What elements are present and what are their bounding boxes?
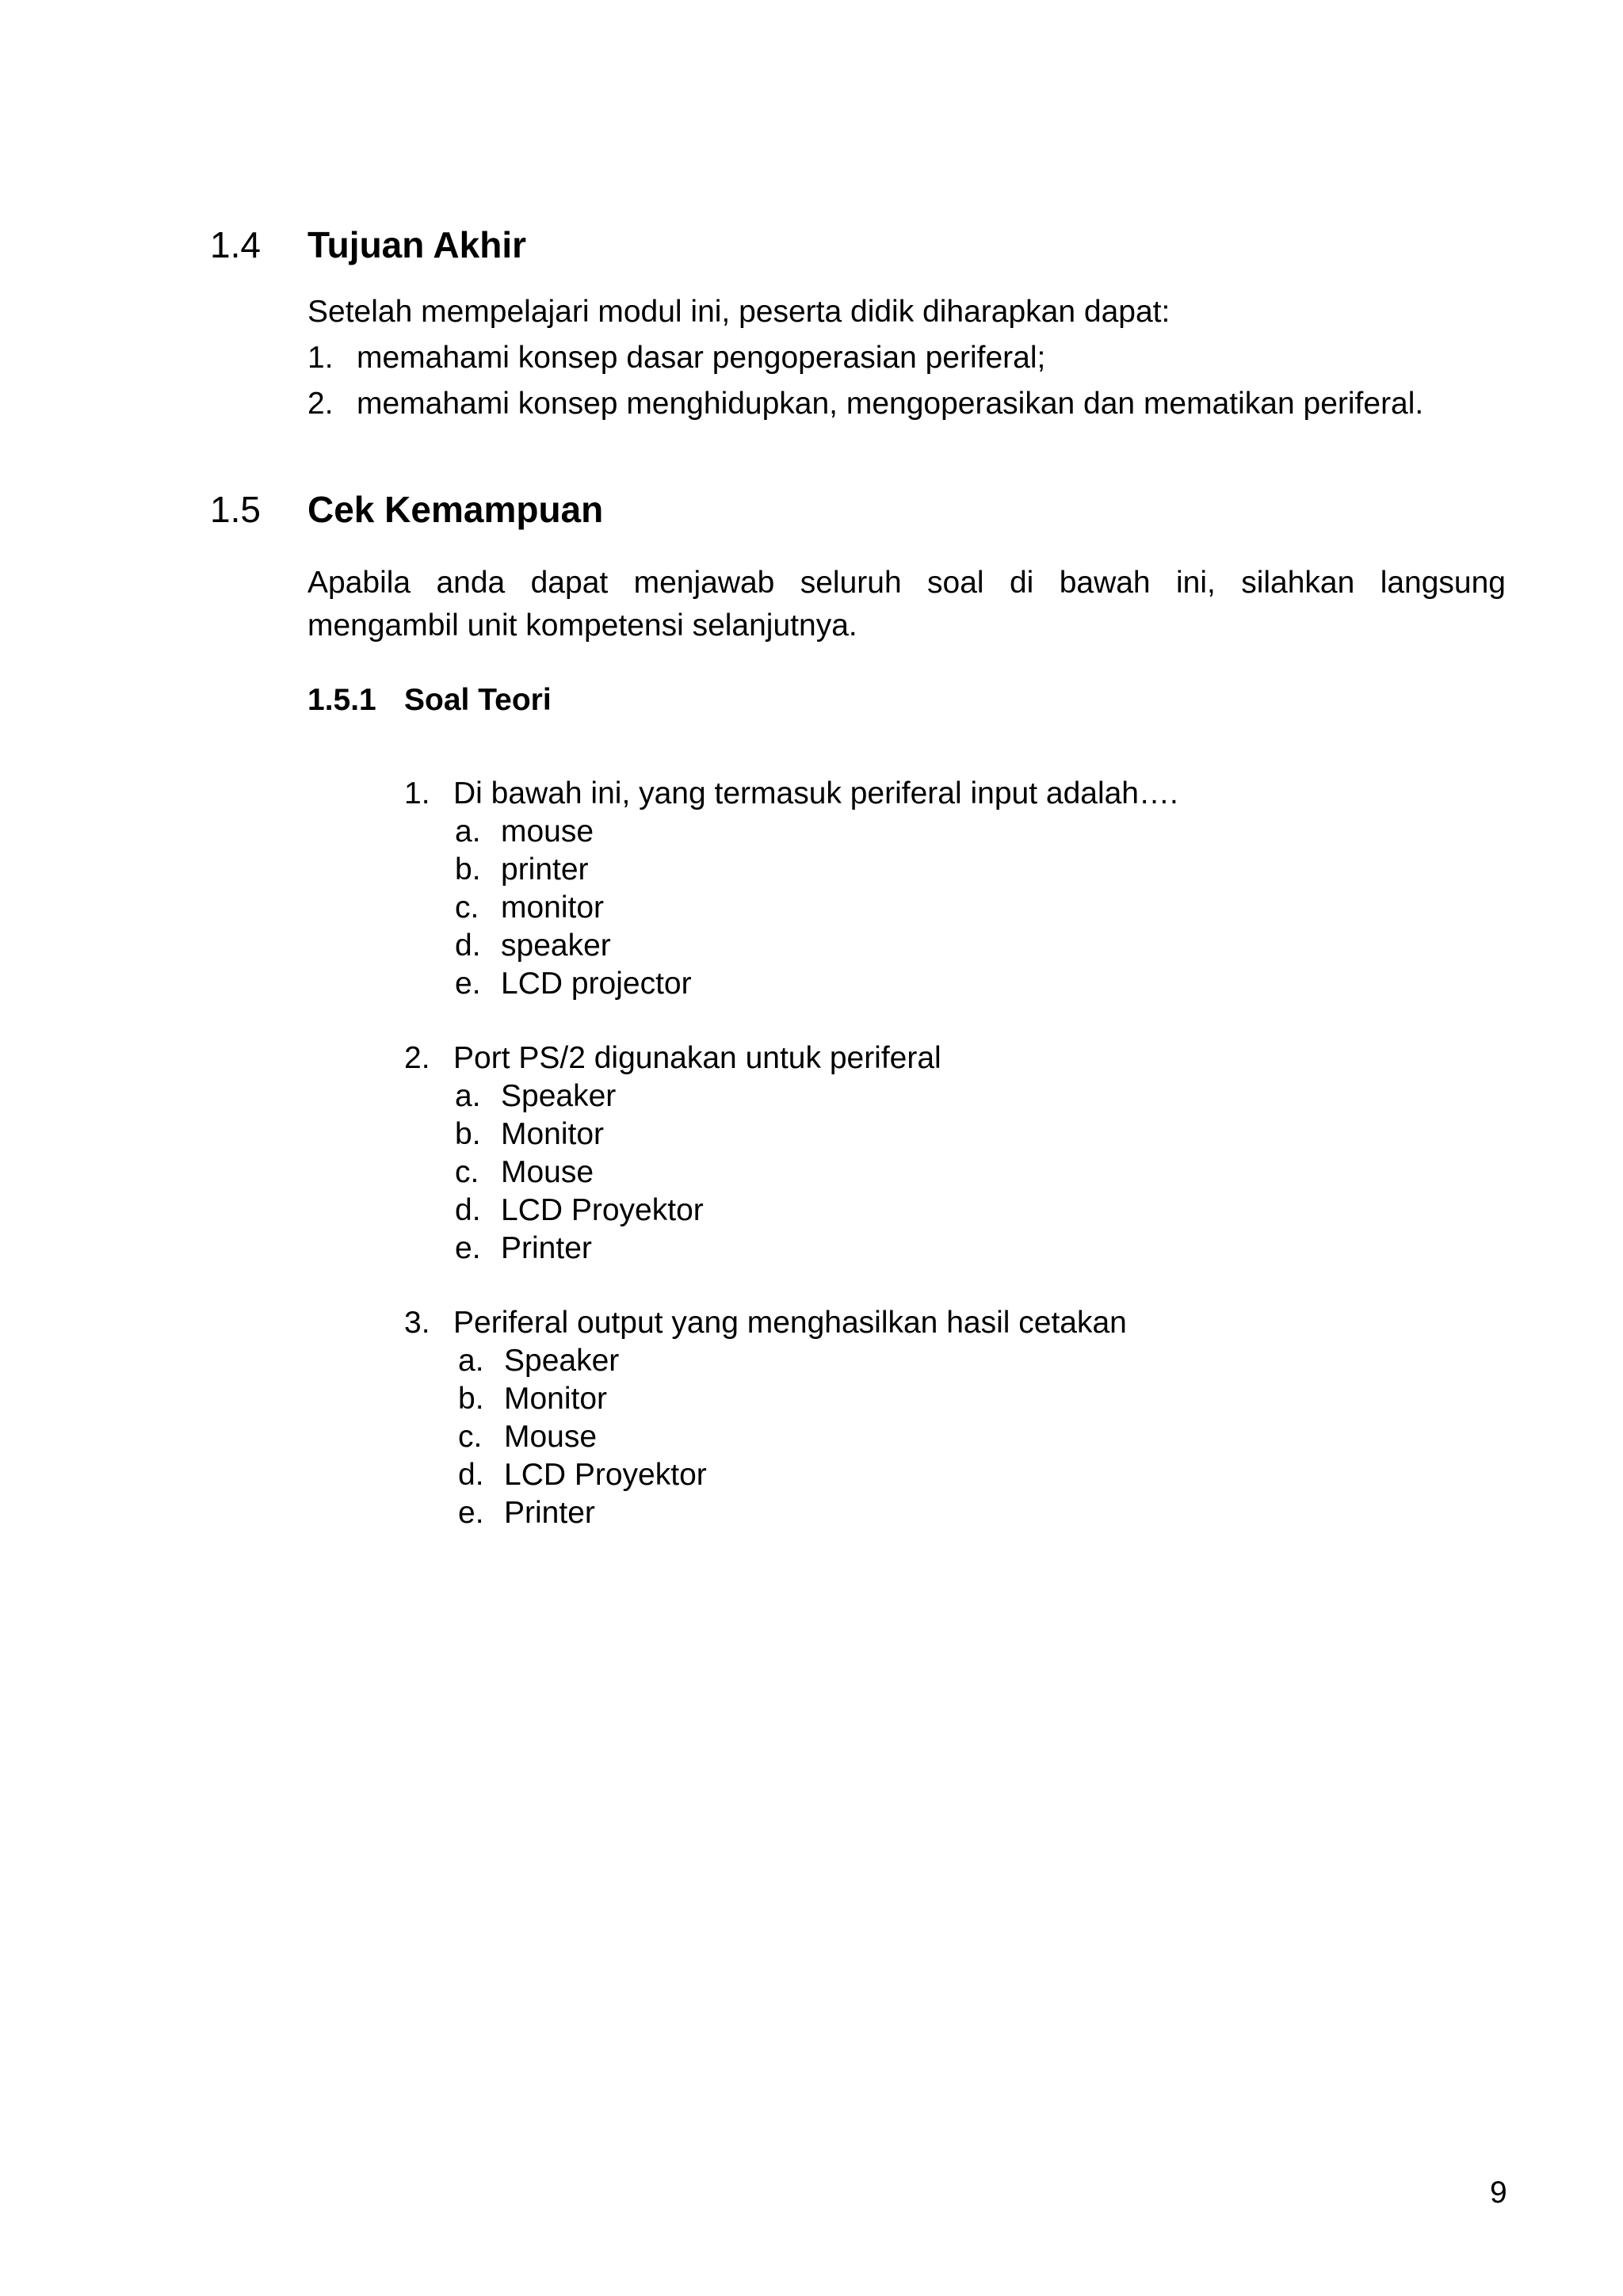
section-1-4-intro: Setelah mempelajari modul ini, peserta didik diharapkan dapat: — [307, 295, 1170, 329]
q1-option-e-letter: e. — [455, 967, 481, 1001]
q2-option-c-letter: c. — [455, 1155, 479, 1189]
q2-option-d-letter: d. — [455, 1193, 481, 1227]
section-1-4-number: 1.4 — [210, 224, 261, 265]
q1-option-a-letter: a. — [455, 814, 481, 849]
section-1-5-number: 1.5 — [210, 489, 261, 530]
q1-option-d-text: speaker — [501, 929, 611, 963]
goal-2-number: 2. — [307, 387, 334, 421]
q3-option-c-letter: c. — [458, 1420, 483, 1454]
question-1-text: Di bawah ini, yang termasuk periferal input adalah…. — [453, 776, 1178, 810]
page-number: 9 — [1490, 2176, 1507, 2210]
q2-option-a-text: Speaker — [501, 1079, 617, 1113]
q3-option-c-text: Mouse — [504, 1420, 598, 1454]
section-1-5-paragraph-line-2: mengambil unit kompetensi selanjutnya. — [307, 608, 857, 643]
q2-option-b-letter: b. — [455, 1117, 481, 1151]
q1-option-c-text: monitor — [501, 891, 605, 925]
q3-option-d-text: LCD Proyektor — [504, 1458, 707, 1492]
q2-option-e-text: Printer — [501, 1231, 592, 1265]
q1-option-e-text: LCD projector — [501, 967, 692, 1001]
question-3-number: 3. — [404, 1306, 430, 1340]
q3-option-e-letter: e. — [458, 1496, 484, 1530]
section-1-5-paragraph-line-1: Apabila anda dapat menjawab seluruh soal di bawah ini, silahkan langsung — [307, 566, 1506, 600]
q3-option-d-letter: d. — [458, 1458, 484, 1492]
q3-option-a-letter: a. — [458, 1344, 484, 1378]
question-3-text: Periferal output yang menghasilkan hasil cetakan — [453, 1306, 1127, 1340]
q3-option-b-text: Monitor — [504, 1382, 608, 1416]
q2-option-d-text: LCD Proyektor — [501, 1193, 704, 1227]
subsection-1-5-1-number: 1.5.1 — [307, 683, 376, 717]
q2-option-b-text: Monitor — [501, 1117, 605, 1151]
section-1-5-title: Cek Kemampuan — [307, 489, 604, 530]
section-1-4-title: Tujuan Akhir — [307, 224, 526, 265]
q1-option-d-letter: d. — [455, 929, 481, 963]
q2-option-e-letter: e. — [455, 1231, 481, 1265]
goal-1-number: 1. — [307, 341, 334, 375]
q2-option-c-text: Mouse — [501, 1155, 594, 1189]
q3-option-e-text: Printer — [504, 1496, 595, 1530]
q3-option-a-text: Speaker — [504, 1344, 620, 1378]
q2-option-a-letter: a. — [455, 1079, 481, 1113]
q1-option-c-letter: c. — [455, 891, 479, 925]
q3-option-b-letter: b. — [458, 1382, 484, 1416]
question-2-number: 2. — [404, 1041, 430, 1075]
question-1-number: 1. — [404, 776, 430, 810]
q1-option-b-letter: b. — [455, 852, 481, 887]
question-2-text: Port PS/2 digunakan untuk periferal — [453, 1041, 941, 1075]
q1-option-a-text: mouse — [501, 814, 594, 849]
subsection-1-5-1-title: Soal Teori — [404, 683, 552, 717]
goal-2-text: memahami konsep menghidupkan, mengoperasikan dan mematikan periferal. — [357, 387, 1424, 421]
goal-1-text: memahami konsep dasar pengoperasian periferal; — [357, 341, 1046, 375]
q1-option-b-text: printer — [501, 852, 589, 887]
